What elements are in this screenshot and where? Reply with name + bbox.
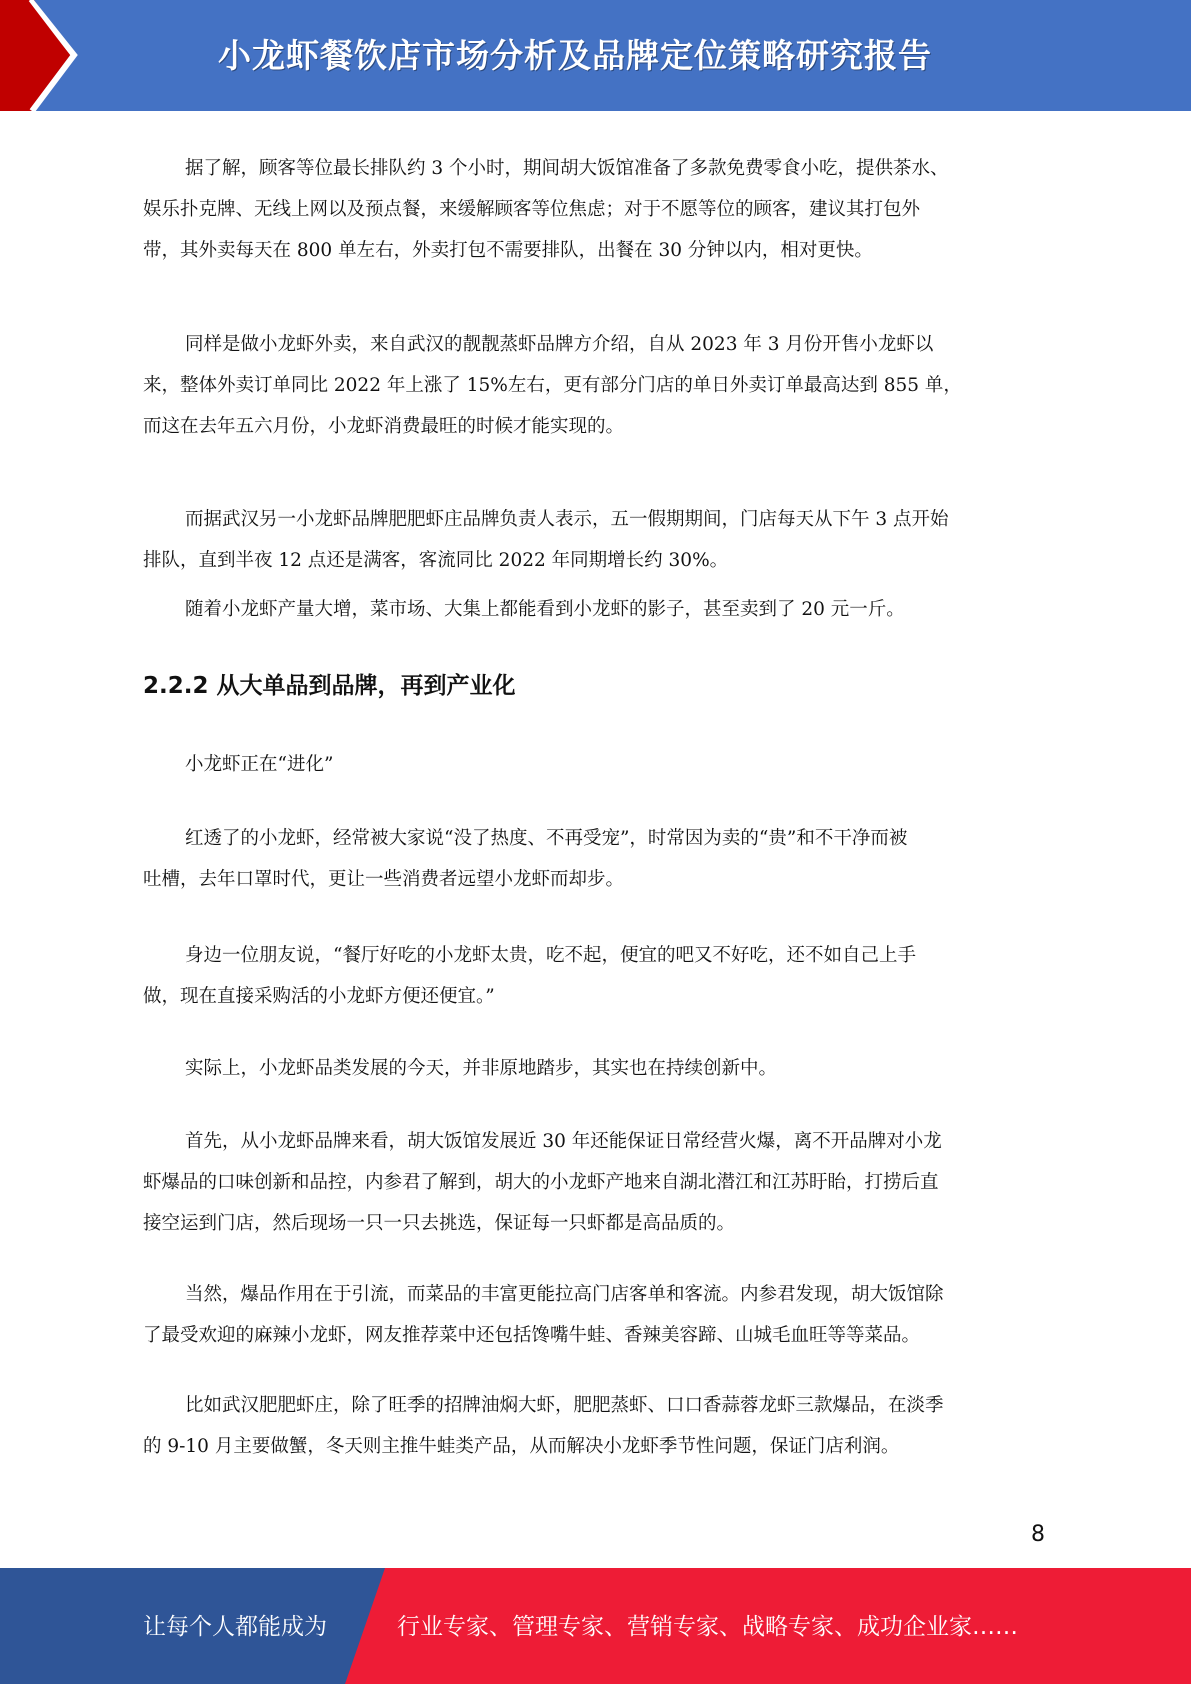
text-line: 比如武汉肥肥虾庄，除了旺季的招牌油焖大虾，肥肥蒸虾、口口香蒜蓉龙虾三款爆品，在淡季 — [185, 1395, 944, 1416]
page-number: 8 — [1031, 1522, 1045, 1547]
chevron-decoration-icon — [0, 0, 160, 111]
text-line: 小龙虾正在“进化” — [185, 754, 334, 775]
text-line: 而据武汉另一小龙虾品牌肥肥虾庄品牌负责人表示，五一假期期间，门店每天从下午 3 点开始 — [185, 509, 949, 530]
text-line: 带，其外卖每天在 800 单左右，外卖打包不需要排队，出餐在 30 分钟以内，相对更快。 — [143, 240, 873, 261]
text-line: 据了解，顾客等位最长排队约 3 个小时，期间胡大饭馆准备了多款免费零食小吃，提供茶水、 — [185, 158, 949, 179]
paragraph — [143, 589, 905, 630]
paragraph — [143, 499, 949, 581]
paragraph — [143, 818, 907, 900]
text-line: 而这在去年五六月份，小龙虾消费最旺的时候才能实现的。 — [143, 416, 625, 437]
text-line: 当然，爆品作用在于引流，而菜品的丰富更能拉高门店客单和客流。内参君发现，胡大饭馆除 — [185, 1284, 944, 1305]
text-line: 随着小龙虾产量大增，菜市场、大集上都能看到小龙虾的影子，甚至卖到了 20 元一斤。 — [185, 599, 905, 620]
text-line: 做，现在直接采购活的小龙虾方便还便宜。” — [143, 986, 495, 1007]
paragraph — [143, 1121, 942, 1244]
text-line: 红透了的小龙虾，经常被大家说“没了热度、不再受宠”，时常因为卖的“贵”和不干净而被 — [185, 828, 908, 849]
text-line: 实际上，小龙虾品类发展的今天，并非原地踏步，其实也在持续创新中。 — [185, 1058, 778, 1079]
paragraph — [143, 1274, 944, 1356]
text-line: 接空运到门店，然后现场一只一只去挑选，保证每一只虾都是高品质的。 — [143, 1213, 736, 1234]
text-line: 身边一位朋友说，“餐厅好吃的小龙虾太贵，吃不起，便宜的吧又不好吃，还不如自己上手 — [185, 945, 916, 966]
text-line: 来，整体外卖订单同比 2022 年上涨了 15%左右，更有部分门店的单日外卖订单最高达到 855 单， — [143, 375, 962, 396]
paragraph — [143, 148, 949, 271]
footer-slogan-right: 行业专家、管理专家、营销专家、战略专家、成功企业家…… — [397, 1614, 1018, 1640]
page-footer — [0, 1568, 1191, 1684]
paragraph — [143, 324, 962, 447]
footer-slogan-left: 让每个人都能成为 — [143, 1614, 327, 1640]
text-line: 排队，直到半夜 12 点还是满客，客流同比 2022 年同期增长约 30%。 — [143, 550, 729, 571]
report-title: 小龙虾餐饮店市场分析及品牌定位策略研究报告 — [218, 36, 932, 75]
paragraph — [143, 935, 916, 1017]
text-line: 吐槽，去年口罩时代，更让一些消费者远望小龙虾而却步。 — [143, 869, 625, 890]
section-heading: 2.2.2 从大单品到品牌，再到产业化 — [143, 673, 516, 699]
paragraph — [143, 744, 333, 785]
text-line: 首先，从小龙虾品牌来看，胡大饭馆发展近 30 年还能保证日常经营火爆，离不开品牌对小龙 — [185, 1131, 942, 1152]
text-line: 娱乐扑克牌、无线上网以及预点餐，来缓解顾客等位焦虑；对于不愿等位的顾客，建议其打包外 — [143, 199, 921, 220]
text-line: 虾爆品的口味创新和品控，内参君了解到，胡大的小龙虾产地来自湖北潜江和江苏盱眙，打捞后直 — [143, 1172, 939, 1193]
text-line: 同样是做小龙虾外卖，来自武汉的靓靓蒸虾品牌方介绍，自从 2023 年 3 月份开售小龙虾以 — [185, 334, 934, 355]
text-line: 了最受欢迎的麻辣小龙虾，网友推荐菜中还包括馋嘴牛蛙、香辣美容蹄、山城毛血旺等等菜品。 — [143, 1325, 921, 1346]
paragraph — [143, 1048, 777, 1089]
text-line: 的 9-10 月主要做蟹，冬天则主推牛蛙类产品，从而解决小龙虾季节性问题，保证门店利润。 — [143, 1436, 900, 1457]
paragraph — [143, 1385, 944, 1467]
page-header — [0, 0, 1191, 111]
